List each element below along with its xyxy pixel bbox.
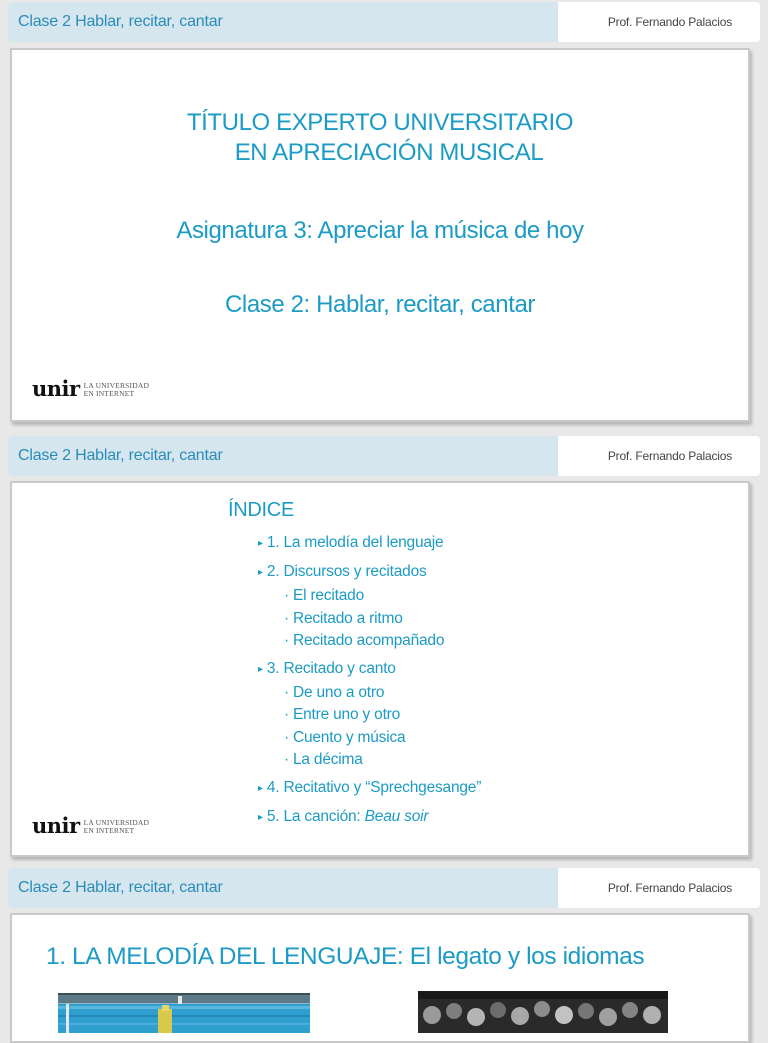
- index-subitem: · De uno a otro: [284, 683, 385, 701]
- slide-header-2: [8, 436, 760, 476]
- professor-name: Prof. Fernando Palacios: [607, 449, 732, 463]
- slide-header-3: [8, 868, 760, 908]
- unir-logo-tagline: LA UNIVERSIDAD EN INTERNET: [83, 818, 150, 835]
- program-title-line2: EN APRECIACIÓN MUSICAL: [234, 139, 544, 166]
- subject-title: Asignatura 3: Apreciar la música de hoy: [176, 217, 584, 244]
- unir-logo-mark: unir: [32, 813, 80, 838]
- index-subitem: · Entre uno y otro: [284, 706, 401, 723]
- swimming-pool-image: [58, 993, 310, 1033]
- professor-name: Prof. Fernando Palacios: [607, 15, 732, 29]
- professor-name: Prof. Fernando Palacios: [607, 881, 732, 895]
- index-subitem: · Recitado acompañado: [284, 632, 445, 649]
- bullet-arrow-icon: ▸: [258, 567, 263, 578]
- unir-logo-tagline: LA UNIVERSIDAD EN INTERNET: [83, 381, 150, 398]
- unir-logo: [32, 376, 149, 401]
- slide-index: [10, 481, 750, 857]
- index-subitem: · Cuento y música: [284, 728, 406, 746]
- index-item-4: ▸ 4. Recitativo y “Sprechgesange”: [258, 778, 482, 796]
- bullet-arrow-icon: ▸: [258, 782, 263, 794]
- course-title: Clase 2 Hablar, recitar, cantar: [8, 436, 558, 476]
- bullet-arrow-icon: ▸: [258, 663, 263, 675]
- course-title: Clase 2 Hablar, recitar, cantar: [8, 2, 558, 42]
- index-list: [258, 531, 481, 830]
- class-title: Clase 2: Hablar, recitar, cantar: [224, 291, 536, 318]
- program-title-line1: TÍTULO EXPERTO UNIVERSITARIO: [186, 109, 574, 136]
- program-title: [12, 108, 748, 168]
- audience-image: [418, 991, 668, 1033]
- section-title: 1. LA MELODÍA DEL LENGUAJE: El legato y los idiomas: [46, 943, 645, 970]
- slide-header-1: [8, 2, 760, 42]
- index-item-5: ▸ 5. La canción: Beau soir: [258, 807, 429, 825]
- index-subitem: · El recitado: [284, 587, 365, 604]
- index-heading: ÍNDICE: [228, 499, 294, 521]
- index-subitem: · Recitado a ritmo: [284, 609, 403, 627]
- bullet-arrow-icon: ▸: [258, 538, 263, 549]
- index-item-2: ▸ 2. Discursos y recitados: [258, 563, 427, 580]
- swimming-pool-photo: [58, 993, 310, 1033]
- bullet-arrow-icon: ▸: [258, 811, 263, 823]
- index-item-3: ▸ 3. Recitado y canto: [258, 659, 396, 677]
- index-subitem: · La décima: [284, 751, 363, 768]
- slide-title-page: [10, 48, 750, 422]
- unir-logo: [32, 813, 149, 838]
- audience-photo: [418, 991, 668, 1033]
- unir-logo-mark: unir: [32, 376, 80, 401]
- index-item-1: ▸ 1. La melodía del lenguaje: [258, 534, 444, 551]
- course-title: Clase 2 Hablar, recitar, cantar: [8, 868, 558, 908]
